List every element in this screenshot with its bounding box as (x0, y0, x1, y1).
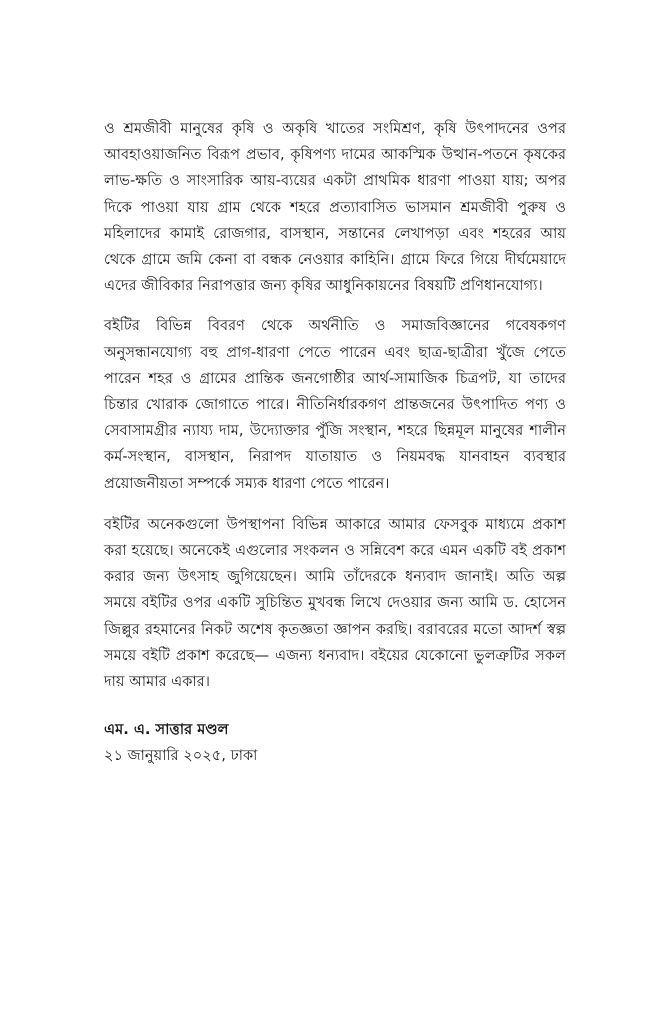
paragraph-3: বইটির অনেকগুলো উপস্থাপনা বিভিন্ন আকারে আমার ফেসবুক মাধ্যমে প্রকাশ করা হয়েছে। অনেকেই এগুলোর সংকলন ও সন্নিবেশ করে এমন একটি বই প্রকাশ করার জন্য উৎসাহ জুগিয়েছেন। আমি তাঁদেরকে ধন্যবাদ জানাই। অতি অল্প সময়ে বইটির ওপর একটি সুচিন্তিত মুখবন্ধ লিখে দেওয়ার জন্য আমি ড. হোসেন জিল্লুর রহমানের নিকট অশেষ কৃতজ্ঞতা জ্ঞাপন করছি। বরাবরের মতো আদর্শ স্বল্প সময়ে বইটি প্রকাশ করেছে— এজন্য ধন্যবাদ। বইয়ের যেকোনো ভুলত্রুটির সকল দায় আমার একার। (104, 515, 566, 691)
date-place: ২১ জানুয়ারি ২০২৫, ঢাকা (104, 747, 258, 765)
author-name: এম. এ. সাত্তার মণ্ডল (104, 721, 229, 739)
document-page (104, 116, 566, 769)
paragraph-1: ও শ্রমজীবী মানুষের কৃষি ও অকৃষি খাতের সংমিশ্রণ, কৃষি উৎপাদনের ওপর আবহাওয়াজনিত বিরূপ প্রভাব, কৃষিপণ্য দামের আকস্মিক উত্থান-পতনে কৃষকের লাভ-ক্ষতি ও সাংসারিক আয়-ব্যয়ের একটা প্রাথমিক ধারণা পাওয়া যায়; অপর দিকে পাওয়া যায় গ্রাম থেকে শহরে প্রত্যাবাসিত ভাসমান শ্রমজীবী পুরুষ ও মহিলাদের কামাই রোজগার, বাসস্থান, সন্তানের লেখাপড়া এবং শহরের আয় থেকে গ্রামে জমি কেনা বা বন্ধক নেওয়ার কাহিনি। গ্রামে ফিরে গিয়ে দীর্ঘমেয়াদে এদের জীবিকার নিরাপত্তার জন্য কৃষির আধুনিকায়নের বিষয়টি প্রণিধানযোগ্য। (104, 120, 566, 295)
signature-block (104, 717, 566, 769)
body-text (104, 116, 566, 695)
paragraph-2: বইটির বিভিন্ন বিবরণ থেকে অর্থনীতি ও সমাজবিজ্ঞানের গবেষকগণ অনুসন্ধানযোগ্য বহু প্রাগ-ধারণা পেতে পারেন এবং ছাত্র-ছাত্রীরা খুঁজে পেতে পারেন শহর ও গ্রামের প্রান্তিক জনগোষ্ঠীর আর্থ-সামাজিক চিত্রপট, যা তাদের চিন্তার খোরাক জোগাতে পারে। নীতিনির্ধারকগণ প্রান্তজনের উৎপাদিত পণ্য ও সেবাসামগ্রীর ন্যায্য দাম, উদ্যোক্তার পুঁজি সংস্থান, শহরে ছিন্নমূল মানুষের শালীন কর্ম-সংস্থান, বাসস্থান, নিরাপদ যাতায়াত ও নিয়মবদ্ধ যানবাহন ব্যবস্থার প্রয়োজনীয়তা সম্পর্কে সম্যক ধারণা পেতে পারেন। (104, 317, 566, 492)
